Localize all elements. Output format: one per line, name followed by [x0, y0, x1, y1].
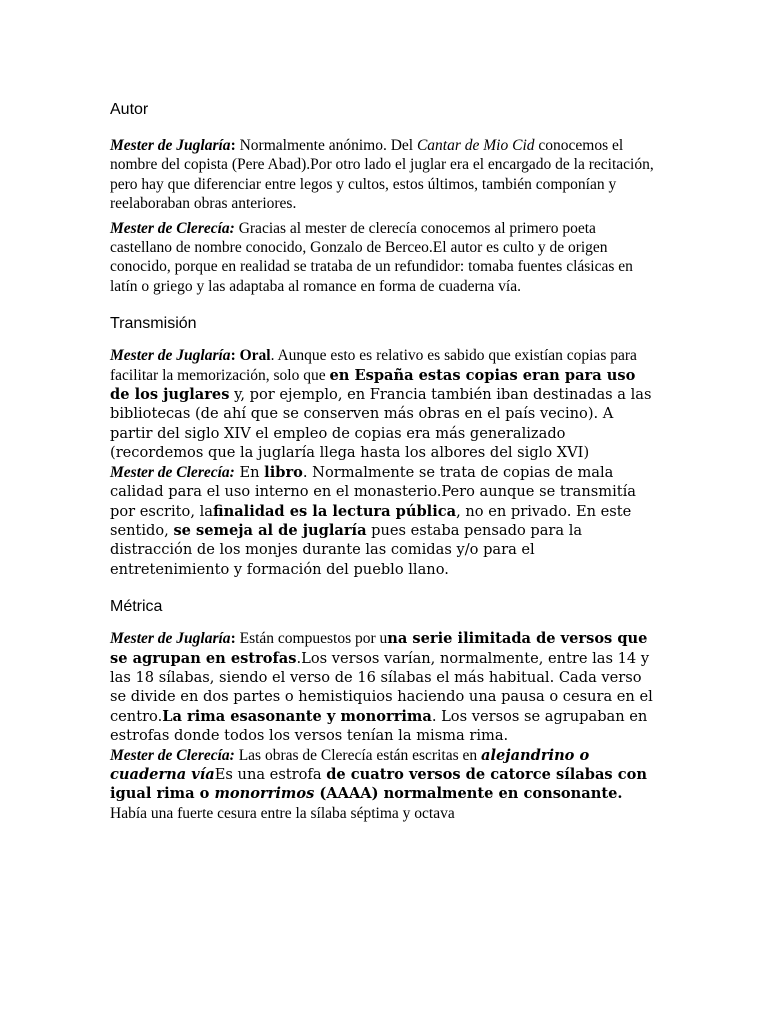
body-text: Gracias al mester de clerecía conocemos al primero poeta castellano de nombre conocido, Gonzalo de Berceo.El autor es culto y de origen conocido, porque en realidad se trataba de un refundidor: tomaba fuentes clásicas en latín o griego y las adaptaba al romance en forma de cuaderna vía. — [110, 219, 633, 295]
term-label: Mester de Clerecía: — [110, 219, 235, 237]
work-title: Cantar de Mio Cid — [416, 137, 535, 154]
document-page — [110, 100, 658, 823]
body-text: Es una estrofa — [214, 765, 327, 783]
bold-text: finalidad es la lectura pública — [212, 502, 457, 520]
paragraph-transmision-clerecia — [110, 463, 658, 579]
bold-text: : Oral — [230, 347, 271, 365]
paragraph-metrica-clerecia — [110, 746, 658, 824]
paragraph-autor-clerecia — [110, 219, 658, 297]
section-heading-autor: Autor — [110, 101, 149, 118]
term-label: Mester de Clerecía: — [110, 746, 235, 764]
label-colon: : — [230, 630, 236, 648]
label-colon: : — [230, 137, 236, 154]
body-text: conocemos el nombre del copista (Pere Abad).Por otro lado el juglar era el encargado de la recitación, pero hay que diferenciar entre legos y cultos, estos últimos, también componían y reelaboraban obras anteriores. — [110, 137, 654, 213]
bold-text: na serie ilimitada de versos que se agrupan en estrofas — [110, 630, 648, 667]
bold-text: en España estas copias eran para uso de los juglares — [110, 366, 636, 404]
term-label: Mester de Juglaría — [110, 137, 231, 154]
paragraph-transmision-juglaria — [110, 346, 658, 462]
body-text: . Normalmente se trata de copias de mala calidad para el uso interno en el monasterio.Pero aunque se transmitía por escrito, la — [110, 463, 637, 520]
body-text: Están compuestos por u — [235, 630, 388, 648]
bold-text: de cuatro versos de catorce sílabas con igual rima o — [110, 765, 647, 803]
body-text: En — [234, 463, 265, 481]
body-text: y, por ejemplo, en Francia también iban destinadas a las bibliotecas (de ahí que se conserven más obras en el país vecino). A partir del siglo XIV el empleo de copias era más generalizado (recordemos que la juglaría llega hasta los albores del siglo XVI) — [110, 386, 652, 462]
body-text: , no en privado. En este sentido, — [110, 502, 632, 539]
bold-text: libro — [264, 463, 303, 481]
body-text: . Los versos se agrupaban en estrofas donde todos los versos tenían la misma rima. — [110, 707, 648, 745]
bold-italic-text: alejandrino o cuaderna vía — [110, 746, 590, 783]
term-label: Mester de Juglaría — [110, 630, 231, 648]
section-heading-metrica: Métrica — [110, 598, 163, 616]
bold-italic-text: monorrimos — [214, 785, 315, 803]
body-text: .Los versos varían, normalmente, entre las 14 y las 18 sílabas, siendo el verso de 16 sílabas el más habitual. Cada verso se divide en dos partes o hemistiquios haciendo una pausa o cesura en el centro. — [110, 649, 653, 725]
body-text: Había una fuerte cesura entre la sílaba séptima y octava — [110, 804, 455, 822]
body-text: . Aunque esto es relativo es sabido que existían copias para facilitar la memorización, solo que — [110, 347, 637, 384]
term-label: Mester de Juglaría — [110, 347, 231, 365]
body-text: pues estaba pensado para la distracción de los monjes durante las comidas y/o para el entretenimiento y formación del pueblo llano. — [110, 521, 583, 578]
paragraph-metrica-juglaria — [110, 629, 658, 745]
bold-text: (AAAA) normalmente en consonante. — [314, 785, 623, 803]
paragraph-autor-juglaria — [110, 136, 658, 214]
section-heading-transmision: Transmisión — [110, 315, 197, 333]
body-text: Las obras de Clerecía están escritas en — [234, 746, 481, 764]
bold-text: La rima esasonante y monorrima — [162, 707, 432, 725]
body-text: Normalmente anónimo. Del — [235, 137, 417, 154]
term-label: Mester de Clerecía: — [110, 463, 235, 481]
bold-text: se semeja al de juglaría — [173, 521, 367, 539]
